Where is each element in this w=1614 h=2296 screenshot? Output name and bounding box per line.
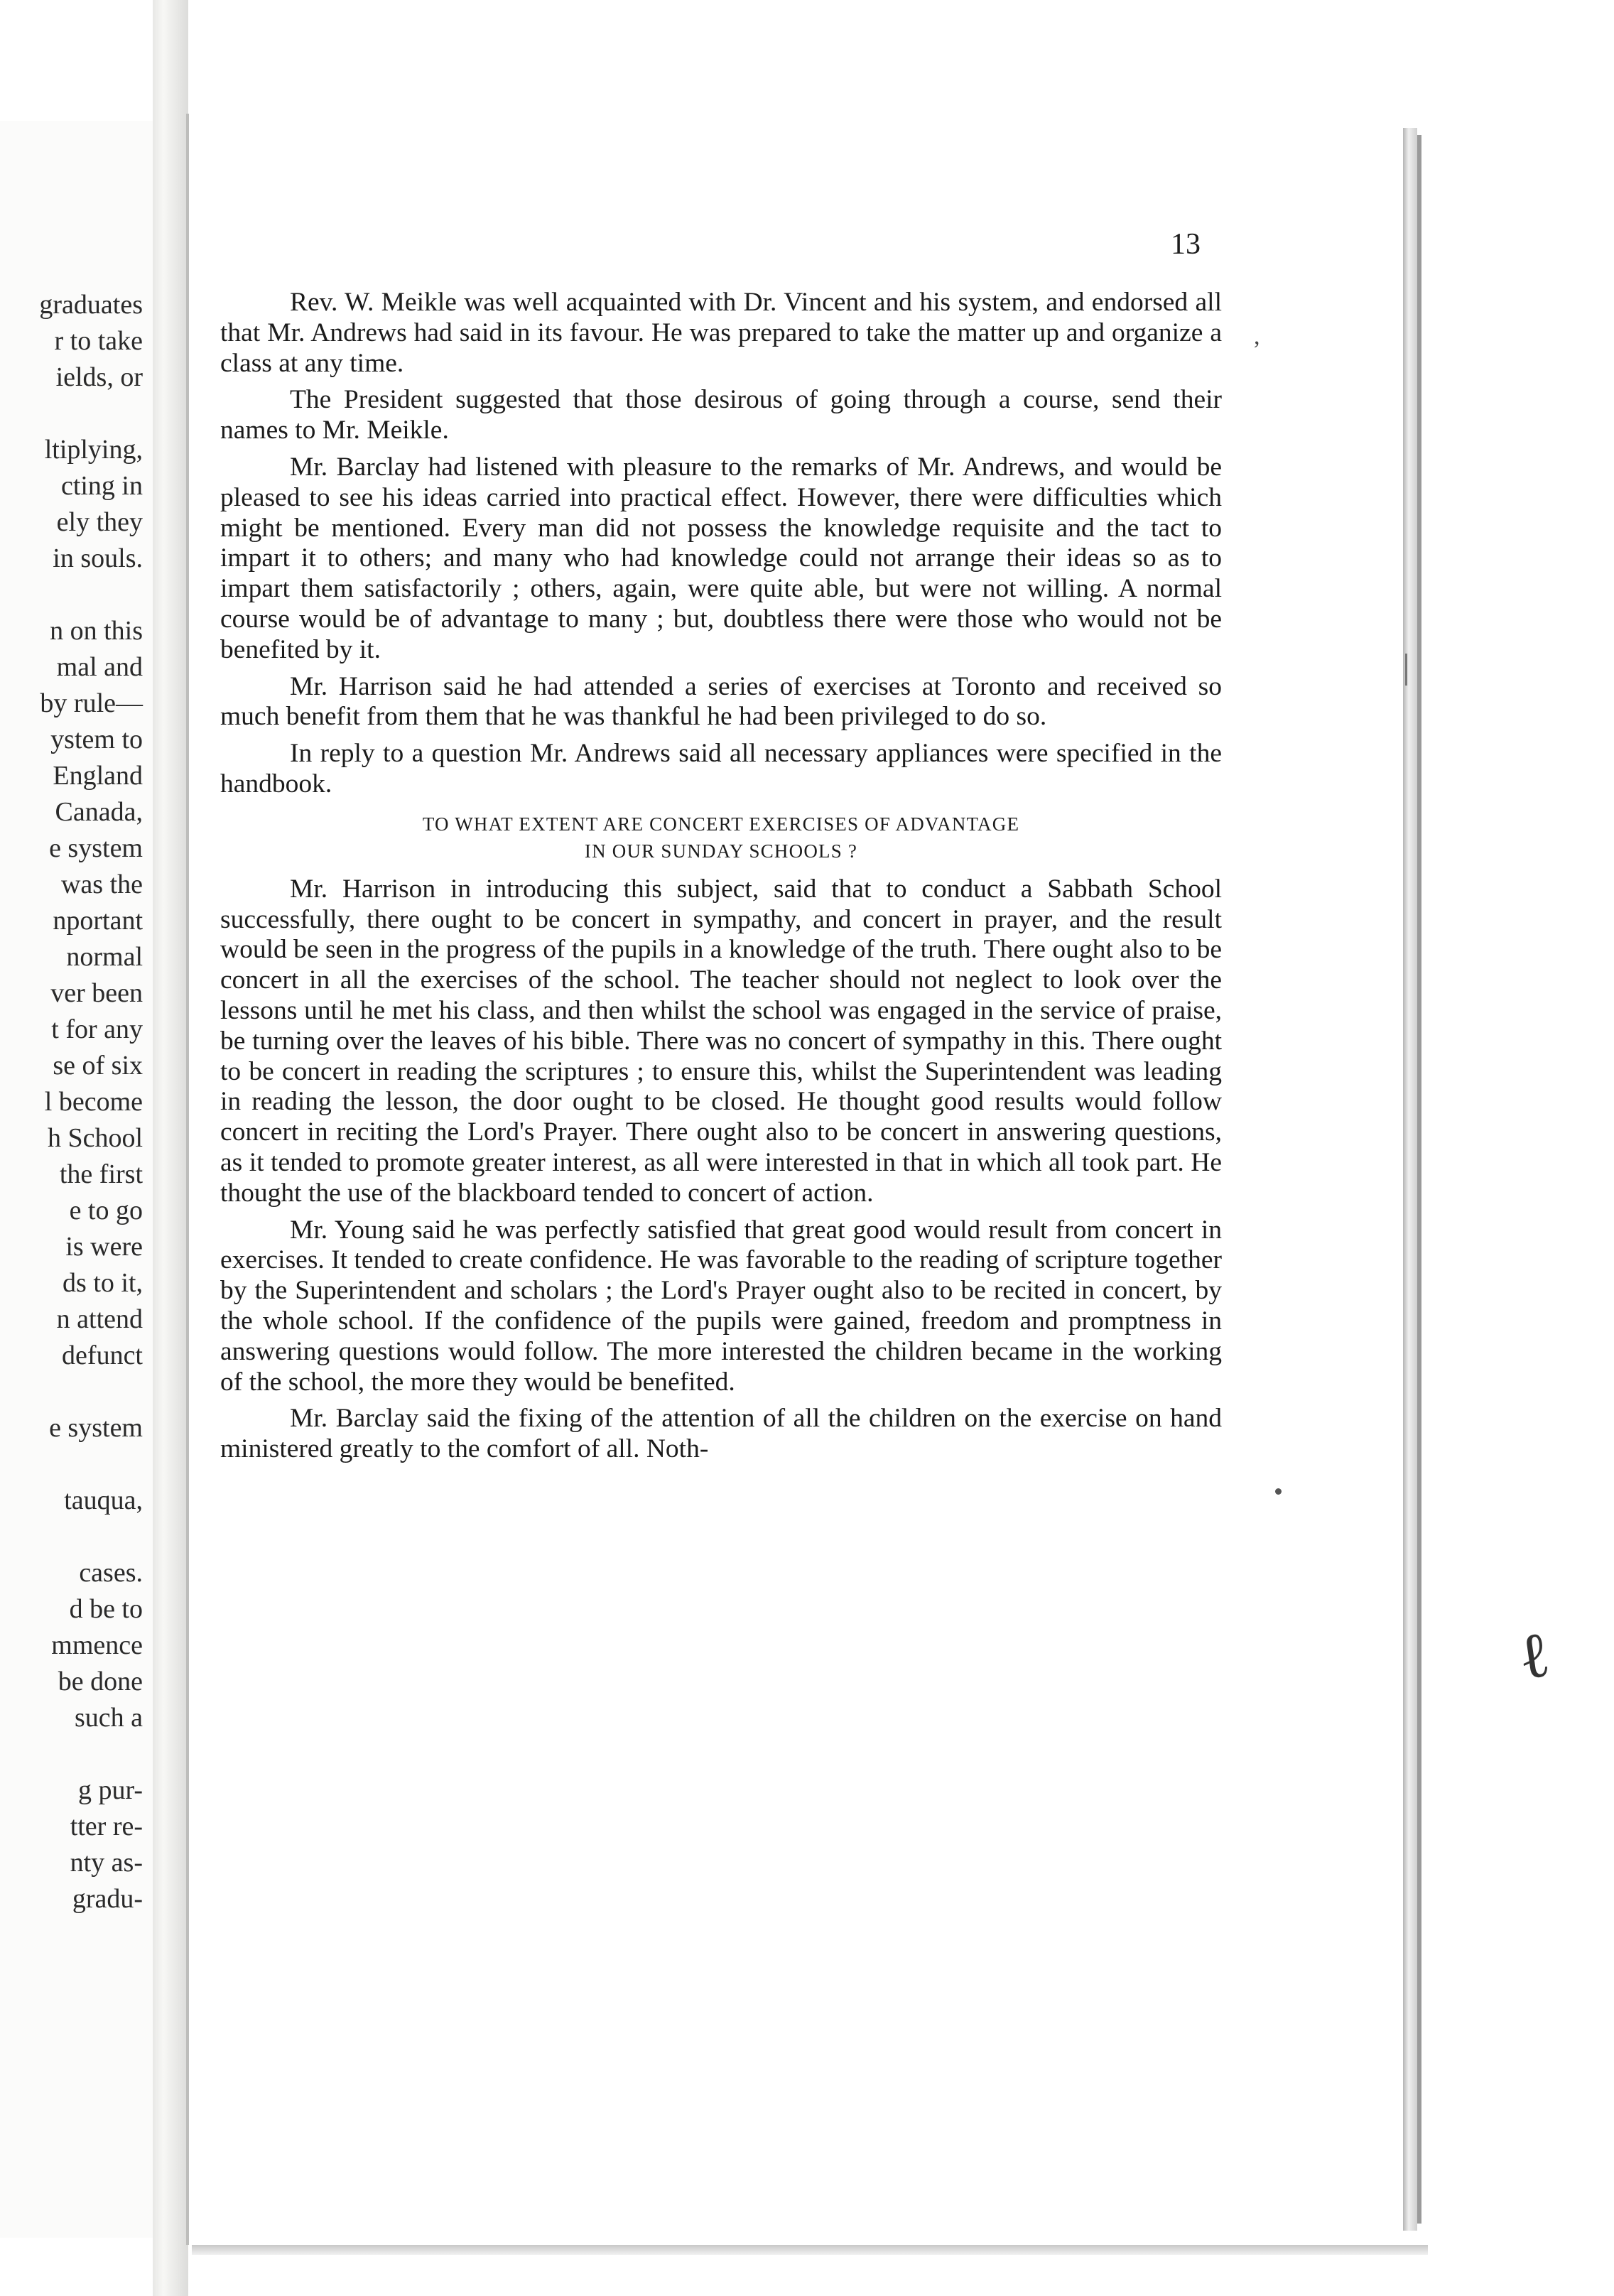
paragraph: Mr. Young said he was perfectly satisfied that great good would result from concert in exercises. It tended to create confidence. He was favorable to the reading of scripture together by the Superintendent and scholars ; the Lord's Prayer ought also to be recited in concert, by the whole school. If the confidence of the pupils were gained, freedom and promptness in answering questions would follow. The more interested the children became in the working of the school, the more they would be benefited. xyxy=(220,1215,1222,1397)
previous-page-line: ields, or xyxy=(55,362,143,392)
previous-page-line: h School xyxy=(47,1123,143,1153)
paragraph: Mr. Barclay said the fixing of the attention of all the children on the exercise on hand ministered greatly to the comfort of all. Noth- xyxy=(220,1404,1222,1464)
previous-page-line: is were xyxy=(65,1232,143,1262)
scan-mark xyxy=(1275,1488,1282,1495)
previous-page-line: t for any xyxy=(51,1014,143,1044)
previous-page-line: Canada, xyxy=(55,797,143,827)
scan-mark: , xyxy=(1254,323,1260,350)
previous-page-line: gradu- xyxy=(72,1884,143,1914)
page-edge-bottom xyxy=(192,2245,1428,2255)
paragraph: In reply to a question Mr. Andrews said all necessary appliances were specified in the handbook. xyxy=(220,739,1222,798)
previous-page-line: normal xyxy=(66,942,143,972)
paragraph: Mr. Harrison in introducing this subject, said that to conduct a Sabbath School successfully, there ought to be concert in sympathy, and concert in prayer, and the result would be seen in the progress of the pupils in a knowledge of the truth. There ought also to be concert in all the exercises of the school. The teacher should not neglect to look over the lessons until he met his class, and then whilst the school was engaged in the service of praise, be turning over the leaves of his bible. There was no concert of sympathy in this. There ought to be concert in reading the scriptures ; to ensure this, whilst the Superintendent was leading in reading the lesson, the door ought to be closed. He thought good results would follow concert in reciting the Lord's Prayer. There ought also to be concert in answering questions, as it tended to promote greater interest, as all were interested in that in which all took part. He thought the use of the blackboard tended to concert of action. xyxy=(220,874,1222,1208)
previous-page-line: ds to it, xyxy=(63,1268,143,1298)
gutter-shadow xyxy=(186,114,189,2245)
scan-mark: ℓ xyxy=(1514,1619,1554,1694)
previous-page-line: n on this xyxy=(50,616,143,646)
previous-page-fragment xyxy=(0,121,153,2238)
previous-page-line: mmence xyxy=(51,1630,143,1660)
previous-page-line: defunct xyxy=(62,1341,143,1370)
previous-page-line: ystem to xyxy=(50,725,143,754)
previous-page-line: was the xyxy=(60,870,143,899)
previous-page-line: the first xyxy=(59,1159,143,1189)
previous-page-line: England xyxy=(53,761,143,791)
previous-page-line: e system xyxy=(49,833,143,863)
previous-page-line: mal and xyxy=(56,652,143,682)
page-edge-right xyxy=(1403,128,1417,2231)
paragraph: Rev. W. Meikle was well acquainted with Dr. Vincent and his system, and endorsed all that Mr. Andrews had said in its favour. He was prepared to take the matter up and organize a class at any time. xyxy=(220,288,1222,378)
previous-page-line: n attend xyxy=(56,1304,143,1334)
previous-page-line: tauqua, xyxy=(64,1485,143,1515)
scan-mark xyxy=(1405,654,1407,686)
previous-page-line: d be to xyxy=(69,1594,143,1624)
previous-page-line: nportant xyxy=(53,906,143,936)
page-edge-right-shadow xyxy=(1417,135,1421,2224)
previous-page-line: se of six xyxy=(53,1051,143,1081)
paragraph: Mr. Harrison said he had attended a series of exercises at Toronto and received so much benefit from them that he was thankful he had been privileged to do so. xyxy=(220,671,1222,732)
previous-page-line: r to take xyxy=(54,326,143,356)
section-heading-line-2: IN OUR SUNDAY SCHOOLS ? xyxy=(584,840,858,862)
page-number: 13 xyxy=(1171,228,1201,261)
section-heading-line-1: TO WHAT EXTENT ARE CONCERT EXERCISES OF ADVANTAGE xyxy=(422,813,1020,835)
previous-page-line: l become xyxy=(44,1087,143,1117)
book-gutter xyxy=(153,0,188,2296)
previous-page-line: ely they xyxy=(56,507,143,537)
previous-page-line: graduates xyxy=(39,290,143,320)
previous-page-line: ltiplying, xyxy=(44,435,143,465)
previous-page-line: ver been xyxy=(50,978,143,1008)
page-body xyxy=(220,288,1222,1471)
previous-page-line: by rule— xyxy=(40,688,143,718)
previous-page-line: cases. xyxy=(79,1558,143,1588)
section-heading xyxy=(220,811,1222,865)
paragraph: Mr. Barclay had listened with pleasure to the remarks of Mr. Andrews, and would be pleased to see his ideas carried into practical effect. However, there were difficulties which might be mentioned. Every man did not possess the knowledge requisite and the tact to impart it to others; and many who had knowledge could not arrange their ideas so as to impart them satisfactorily ; others, again, were quite able, but were not willing. A normal course would be of advantage to many ; but, doubtless there were those who would not be benefited by it. xyxy=(220,452,1222,664)
previous-page-line: g pur- xyxy=(77,1775,143,1805)
previous-page-line: e to go xyxy=(69,1196,143,1225)
previous-page-line: nty as- xyxy=(70,1848,143,1878)
previous-page-line: be done xyxy=(58,1667,143,1696)
previous-page-line: cting in xyxy=(60,471,143,501)
previous-page-line: tter re- xyxy=(70,1812,143,1841)
paragraph: The President suggested that those desirous of going through a course, send their names to Mr. Meikle. xyxy=(220,385,1222,445)
previous-page-line: e system xyxy=(49,1413,143,1443)
previous-page-line: such a xyxy=(74,1703,143,1733)
previous-page-line: in souls. xyxy=(53,543,143,573)
